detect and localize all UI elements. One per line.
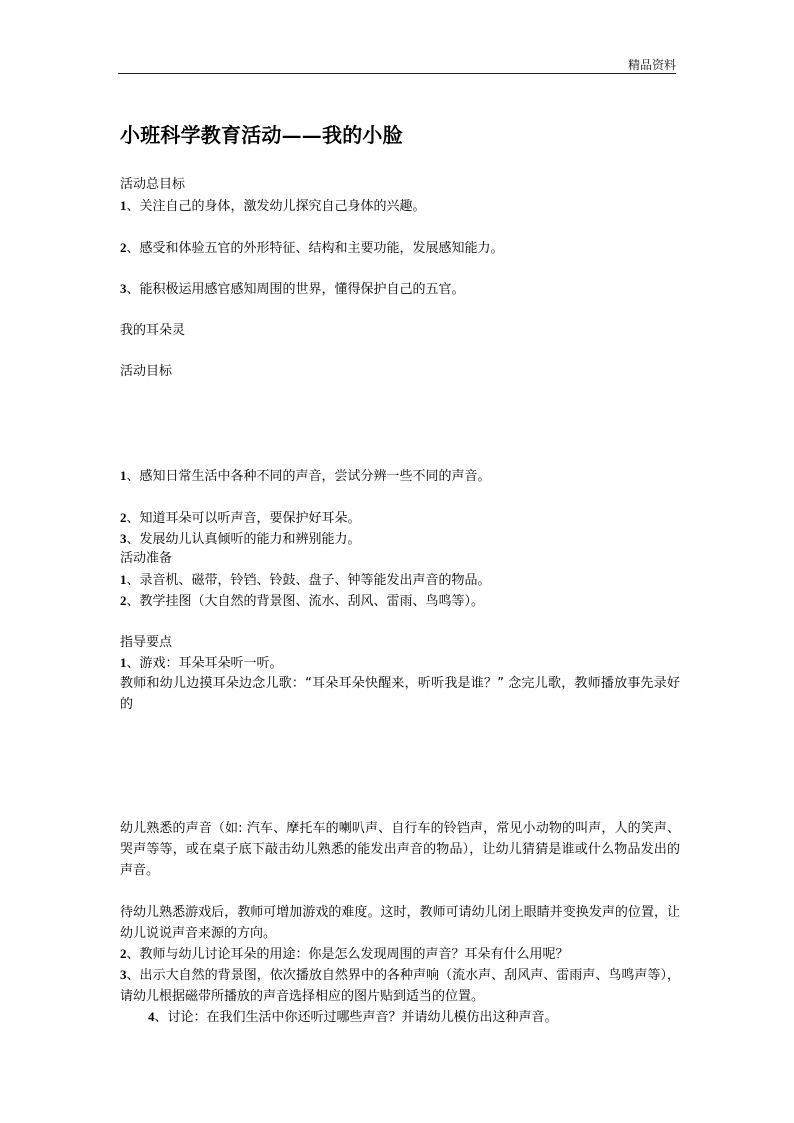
item-text: 、感受和体验五官的外形特征、结构和主要功能，发展感知能力。 (126, 241, 504, 256)
activity-goal-item (120, 507, 680, 529)
guidance-item (120, 964, 680, 1007)
header-label: 精品资料 (627, 58, 676, 72)
item-text: 、教学挂图（大自然的背景图、流水、刮风、雷雨、鸟鸣等）。 (126, 594, 485, 609)
item-text: 、发展幼儿认真倾听的能力和辨别能力。 (126, 532, 361, 547)
item-number: 3 (120, 531, 127, 546)
item-text: 、录音机、磁带，铃铛、铃鼓、盘子、钟等能发出声音的物品。 (126, 573, 491, 588)
item-text: 、感知日常生活中各种不同的声音，尝试分辨一些不同的声音。 (126, 469, 491, 484)
item-number: 1 (120, 572, 127, 587)
preparation-heading: 活动准备 (120, 551, 173, 566)
item-text: 、游戏：耳朵耳朵听一听。 (126, 656, 283, 671)
overall-goal-item (120, 195, 680, 217)
preparation-item (120, 590, 680, 612)
activity-goal-item (120, 465, 680, 487)
document-title: 小班科学教育活动——我的小脸 (120, 123, 403, 147)
guidance-paragraph: 教师和幼儿边摸耳朵边念儿歌：“耳朵耳朵快醒来，听听我是谁？” 念完儿歌，教师播放事先录好的 (120, 676, 680, 712)
overall-goal-item (120, 237, 680, 259)
item-text: 、出示大自然的背景图，依次播放自然界中的各种声响（流水声、刮风声、雷雨声、鸟鸣声等），请幼儿根据磁带所播放的声音选择相应的图片贴到适当的位置。 (120, 968, 680, 1004)
activity-goal-item (120, 528, 680, 550)
guidance-paragraph: 幼儿熟悉的声音（如: 汽车、摩托车的喇叭声、自行车的铃铛声，常见小动物的叫声，人的笑声、哭声等等，或在桌子底下敲击幼儿熟悉的能发出声音的物品），让幼儿猜猜是谁或什么物品发出的声音。 (120, 821, 680, 878)
guidance-item (120, 943, 680, 965)
item-text: 、教师与幼儿讨论耳朵的用途：你是怎么发现周围的声音？耳朵有什么用呢？ (126, 947, 569, 962)
item-number: 1 (120, 655, 127, 670)
section-subtitle: 我的耳朵灵 (120, 323, 186, 338)
guidance-item (148, 1006, 680, 1028)
guidance-paragraph: 待幼儿熟悉游戏后，教师可增加游戏的难度。这时，教师可请幼儿闭上眼睛并变换发声的位置，让幼儿说说声音来源的方向。 (120, 905, 680, 941)
header-divider (118, 73, 676, 74)
item-number: 3 (120, 967, 127, 982)
item-number: 2 (120, 510, 127, 525)
item-number: 1 (120, 468, 127, 483)
preparation-item (120, 569, 680, 591)
item-text: 、关注自己的身体，激发幼儿探究自己身体的兴趣。 (126, 199, 426, 214)
item-number: 1 (120, 198, 127, 213)
guidance-item (120, 652, 680, 674)
item-text: 、能积极运用感官感知周围的世界，懂得保护自己的五官。 (126, 282, 465, 297)
overall-goals-heading: 活动总目标 (120, 177, 186, 192)
activity-goals-heading: 活动目标 (120, 364, 173, 379)
overall-goal-item (120, 278, 680, 300)
item-number: 2 (120, 240, 127, 255)
item-number: 3 (120, 281, 127, 296)
item-text: 、知道耳朵可以听声音，要保护好耳朵。 (126, 511, 361, 526)
item-number: 2 (120, 593, 127, 608)
item-text: 、讨论：在我们生活中你还听过哪些声音？并请幼儿模仿出这种声音。 (154, 1010, 558, 1025)
guidance-heading: 指导要点 (120, 635, 173, 650)
item-number: 2 (120, 946, 127, 961)
item-number: 4 (148, 1009, 155, 1024)
